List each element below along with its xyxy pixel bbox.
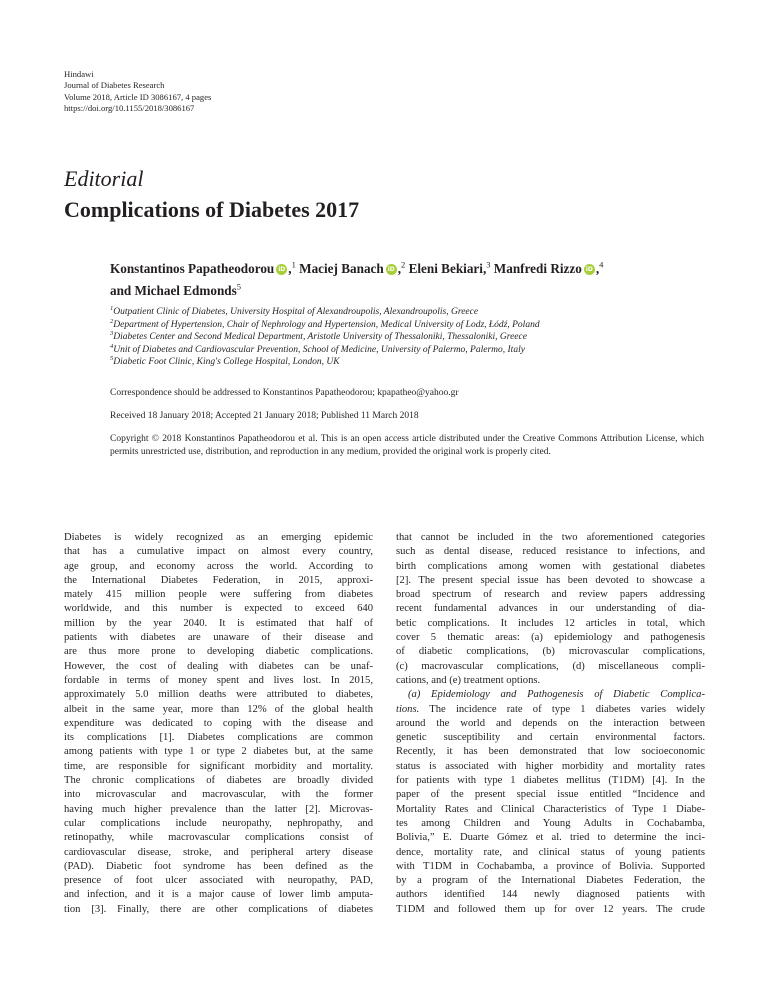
text-line <box>396 688 705 702</box>
text-line: paper of the present special issue entitled “Incidence and <box>396 789 705 801</box>
text-line: birth complications among women with gestational diabetes <box>396 560 705 572</box>
text-line: the International Diabetes Federation, in 2015, approxi- <box>64 574 373 586</box>
text-line: betic complications. It includes 12 articles in total, which <box>396 617 705 629</box>
text-line: worldwide, and this number is expected to exceed 640 <box>64 603 373 615</box>
section-paragraph <box>396 688 705 717</box>
affiliation-marker: 4 <box>599 259 604 270</box>
text-line: fordable in terms of money spent and lives lost. In 2015, <box>64 674 373 686</box>
text-line: Recently, it has been demonstrated that low socioeconomic <box>396 746 705 758</box>
affiliation-list <box>110 306 540 369</box>
section-heading: (a) Epidemiology and Pathogenesis of Diabetic Complica- <box>408 689 705 701</box>
affiliation-marker: 1 <box>291 259 296 270</box>
text-line: such as dental disease, reduced resistance to infections, and <box>396 546 705 558</box>
text-line: with T1DM in Cochabamba, a province of Bolivia. Supported <box>396 860 705 872</box>
text-line: retinopathy, while macrovascular complications consist of <box>64 832 373 844</box>
text-line: million by the year 2040. It is estimated that half of <box>64 617 373 629</box>
journal-header <box>64 69 211 115</box>
text-line: by a program of the International Diabetes Federation, the <box>396 875 705 887</box>
text-line: [2]. The present special issue has been devoted to showcase a <box>396 574 705 586</box>
text-line: mately 415 million people were suffering from diabetes <box>64 589 373 601</box>
article-type: Editorial <box>64 166 144 191</box>
affiliation-marker: 5 <box>236 281 242 292</box>
text-line: albeit in the same year, more than 12% of the global health <box>64 703 373 715</box>
text-line: that has a cumulative impact on almost every country, <box>64 546 373 558</box>
text-line: status is associated with higher morbidity and mortality rates <box>396 760 705 772</box>
text-line: broad spectrum of research and review papers addressing <box>396 589 705 601</box>
text-line: The chronic complications of diabetes are broadly divided <box>64 775 373 787</box>
text-line: dence, mortality rate, and clinical status of young patients <box>396 846 705 858</box>
affiliation: $^5$Diabetic Foot Clinic, King's College Hospital, London, UK <box>110 355 340 368</box>
orcid-icon[interactable]: iD <box>585 266 593 274</box>
affiliation: $^1$Outpatient Clinic of Diabetes, University Hospital of Alexandroupolis, Alexandroupolis, Greece <box>110 304 479 317</box>
text-line: cations, and (e) treatment options. <box>396 674 541 686</box>
text-line: (c) macrovascular complications, (d) miscellaneous compli- <box>396 660 705 672</box>
body-column-left <box>64 531 373 917</box>
text-line: Diabetes is widely recognized as an emerging epidemic <box>64 532 373 543</box>
article-title: Complications of Diabetes 2017 <box>64 197 360 222</box>
text-line: presence of foot ulcer associated with neuropathy, PAD, <box>64 875 373 887</box>
affiliation: $^2$Department of Hypertension, Chair of Nephrology and Hypertension, Medical University of Lodz, Łódź, Poland <box>110 317 540 330</box>
journal-name: Journal of Diabetes Research <box>64 80 165 91</box>
text-line: expenditure was dedicated to coping with the disease and <box>64 717 373 729</box>
affiliation: $^3$Diabetes Center and Second Medical Department, Aristotle University of Thessaloniki, Thessaloniki, Greece <box>110 330 527 343</box>
body-paragraph <box>396 717 705 917</box>
text-line: its complications [1]. Diabetes complications are common <box>64 732 373 744</box>
orcid-icon[interactable]: iD <box>278 266 286 274</box>
author-name[interactable]: Maciej Banach <box>299 261 384 276</box>
author-name[interactable]: Manfredi Rizzo <box>493 261 582 276</box>
orcid-icon[interactable]: iD <box>387 266 395 274</box>
publication-dates: Received 18 January 2018; Accepted 21 January 2018; Published 11 March 2018 <box>110 411 419 421</box>
text-line: that cannot be included in the two aforementioned categories <box>396 532 705 543</box>
text-line: and infection, and it is a major cause of lower limb amputa- <box>64 889 373 901</box>
section-heading: tions. <box>396 703 420 715</box>
text-line: tes among Children and Young Adults in Cochabamba, <box>396 817 705 829</box>
text-line: are thus more prone to developing diabetic complications. <box>64 646 373 658</box>
text-line: (PAD). Diabetic foot syndrome has been defined as the <box>64 860 373 872</box>
volume-info: Volume 2018, Article ID 3086167, 4 pages <box>64 91 212 102</box>
text-line: around the world and depends on the interaction between <box>396 717 705 729</box>
author-name[interactable]: Eleni Bekiari, <box>408 261 487 276</box>
body-column-right <box>396 531 705 917</box>
correspondence-line: Correspondence should be addressed to Konstantinos Papatheodorou; kpapatheo@yahoo.gr <box>110 388 459 398</box>
publisher-name: Hindawi <box>64 69 94 79</box>
text-line: genetic susceptibility and certain environmental factors. <box>396 732 705 744</box>
text-line: into microvascular and macrovascular, with the former <box>64 789 373 801</box>
affiliation-marker: 2 <box>401 259 406 270</box>
text-line: time, are responsible for significant morbidity and mortality. <box>64 760 373 772</box>
text-line: among patients with type 1 or type 2 diabetes but, at the same <box>64 746 373 758</box>
text-line: However, the cost of dealing with diabetes can be unaf- <box>64 660 373 672</box>
text-line: Mortality Rates and Clinical Characteristics of Type 1 Diabe- <box>396 803 705 815</box>
author-name[interactable]: Konstantinos Papatheodorou <box>110 261 275 276</box>
body-paragraph <box>396 531 705 688</box>
text-line: tion [3]. Finally, there are other complications of diabetes <box>64 903 373 915</box>
text-line: tions. The incidence rate of type 1 diabetes varies widely <box>396 703 705 715</box>
text-line: for patients with type 1 diabetes mellitus (T1DM) [4]. In the <box>396 775 705 787</box>
text-line: cular complications include neuropathy, nephropathy, and <box>64 817 373 829</box>
text-line: Bolivia,” E. Duarte Gómez et al. tried to determine the inci- <box>396 832 705 844</box>
text-line: approximately 5.0 million deaths were attributed to diabetes, <box>64 689 373 701</box>
text-line: patients with diabetes are unaware of their disease and <box>64 632 373 644</box>
affiliation-marker: 3 <box>486 259 491 270</box>
author-name[interactable]: and Michael Edmonds <box>110 283 237 298</box>
text-line: having much higher prevalence than the latter [2]. Microvas- <box>64 803 373 815</box>
body-paragraph <box>64 531 373 917</box>
text-line: authors identified 144 newly diagnosed patients with <box>396 889 705 901</box>
copyright-notice: Copyright © 2018 Konstantinos Papatheodorou et al. This is an open access article distributed under the Creative Commons Attribution License, which permits unrestricted use, distribution, and reproduction in any medium, provided the original work is properly cited. <box>110 434 704 457</box>
affiliation: $^4$Unit of Diabetes and Cardiovascular Prevention, School of Medicine, University of Palermo, Palermo, Italy <box>110 342 525 355</box>
text-line: recent fundamental advances in our understanding of dia- <box>396 603 705 615</box>
text-line: of diabetic complications, (b) microvascular complications, <box>396 646 705 658</box>
author-list: Konstantinos Papatheodorou iD ,$^1$ Maciej Banach iD ,$^2$ Eleni Bekiari,$^3$ Manfredi Rizzo iD ,$^4$ and Michael Edmonds$^5$ <box>110 259 604 298</box>
text-line: age group, and economy across the world. According to <box>64 560 373 572</box>
doi-link[interactable]: https://doi.org/10.1155/2018/3086167 <box>64 103 195 114</box>
text-line: cardiovascular disease, stroke, and peripheral artery disease <box>64 846 373 858</box>
text-line: cover 5 thematic areas: (a) epidemiology and pathogenesis <box>396 632 705 644</box>
text-line: T1DM and followed them up for over 12 years. The crude <box>396 903 705 915</box>
